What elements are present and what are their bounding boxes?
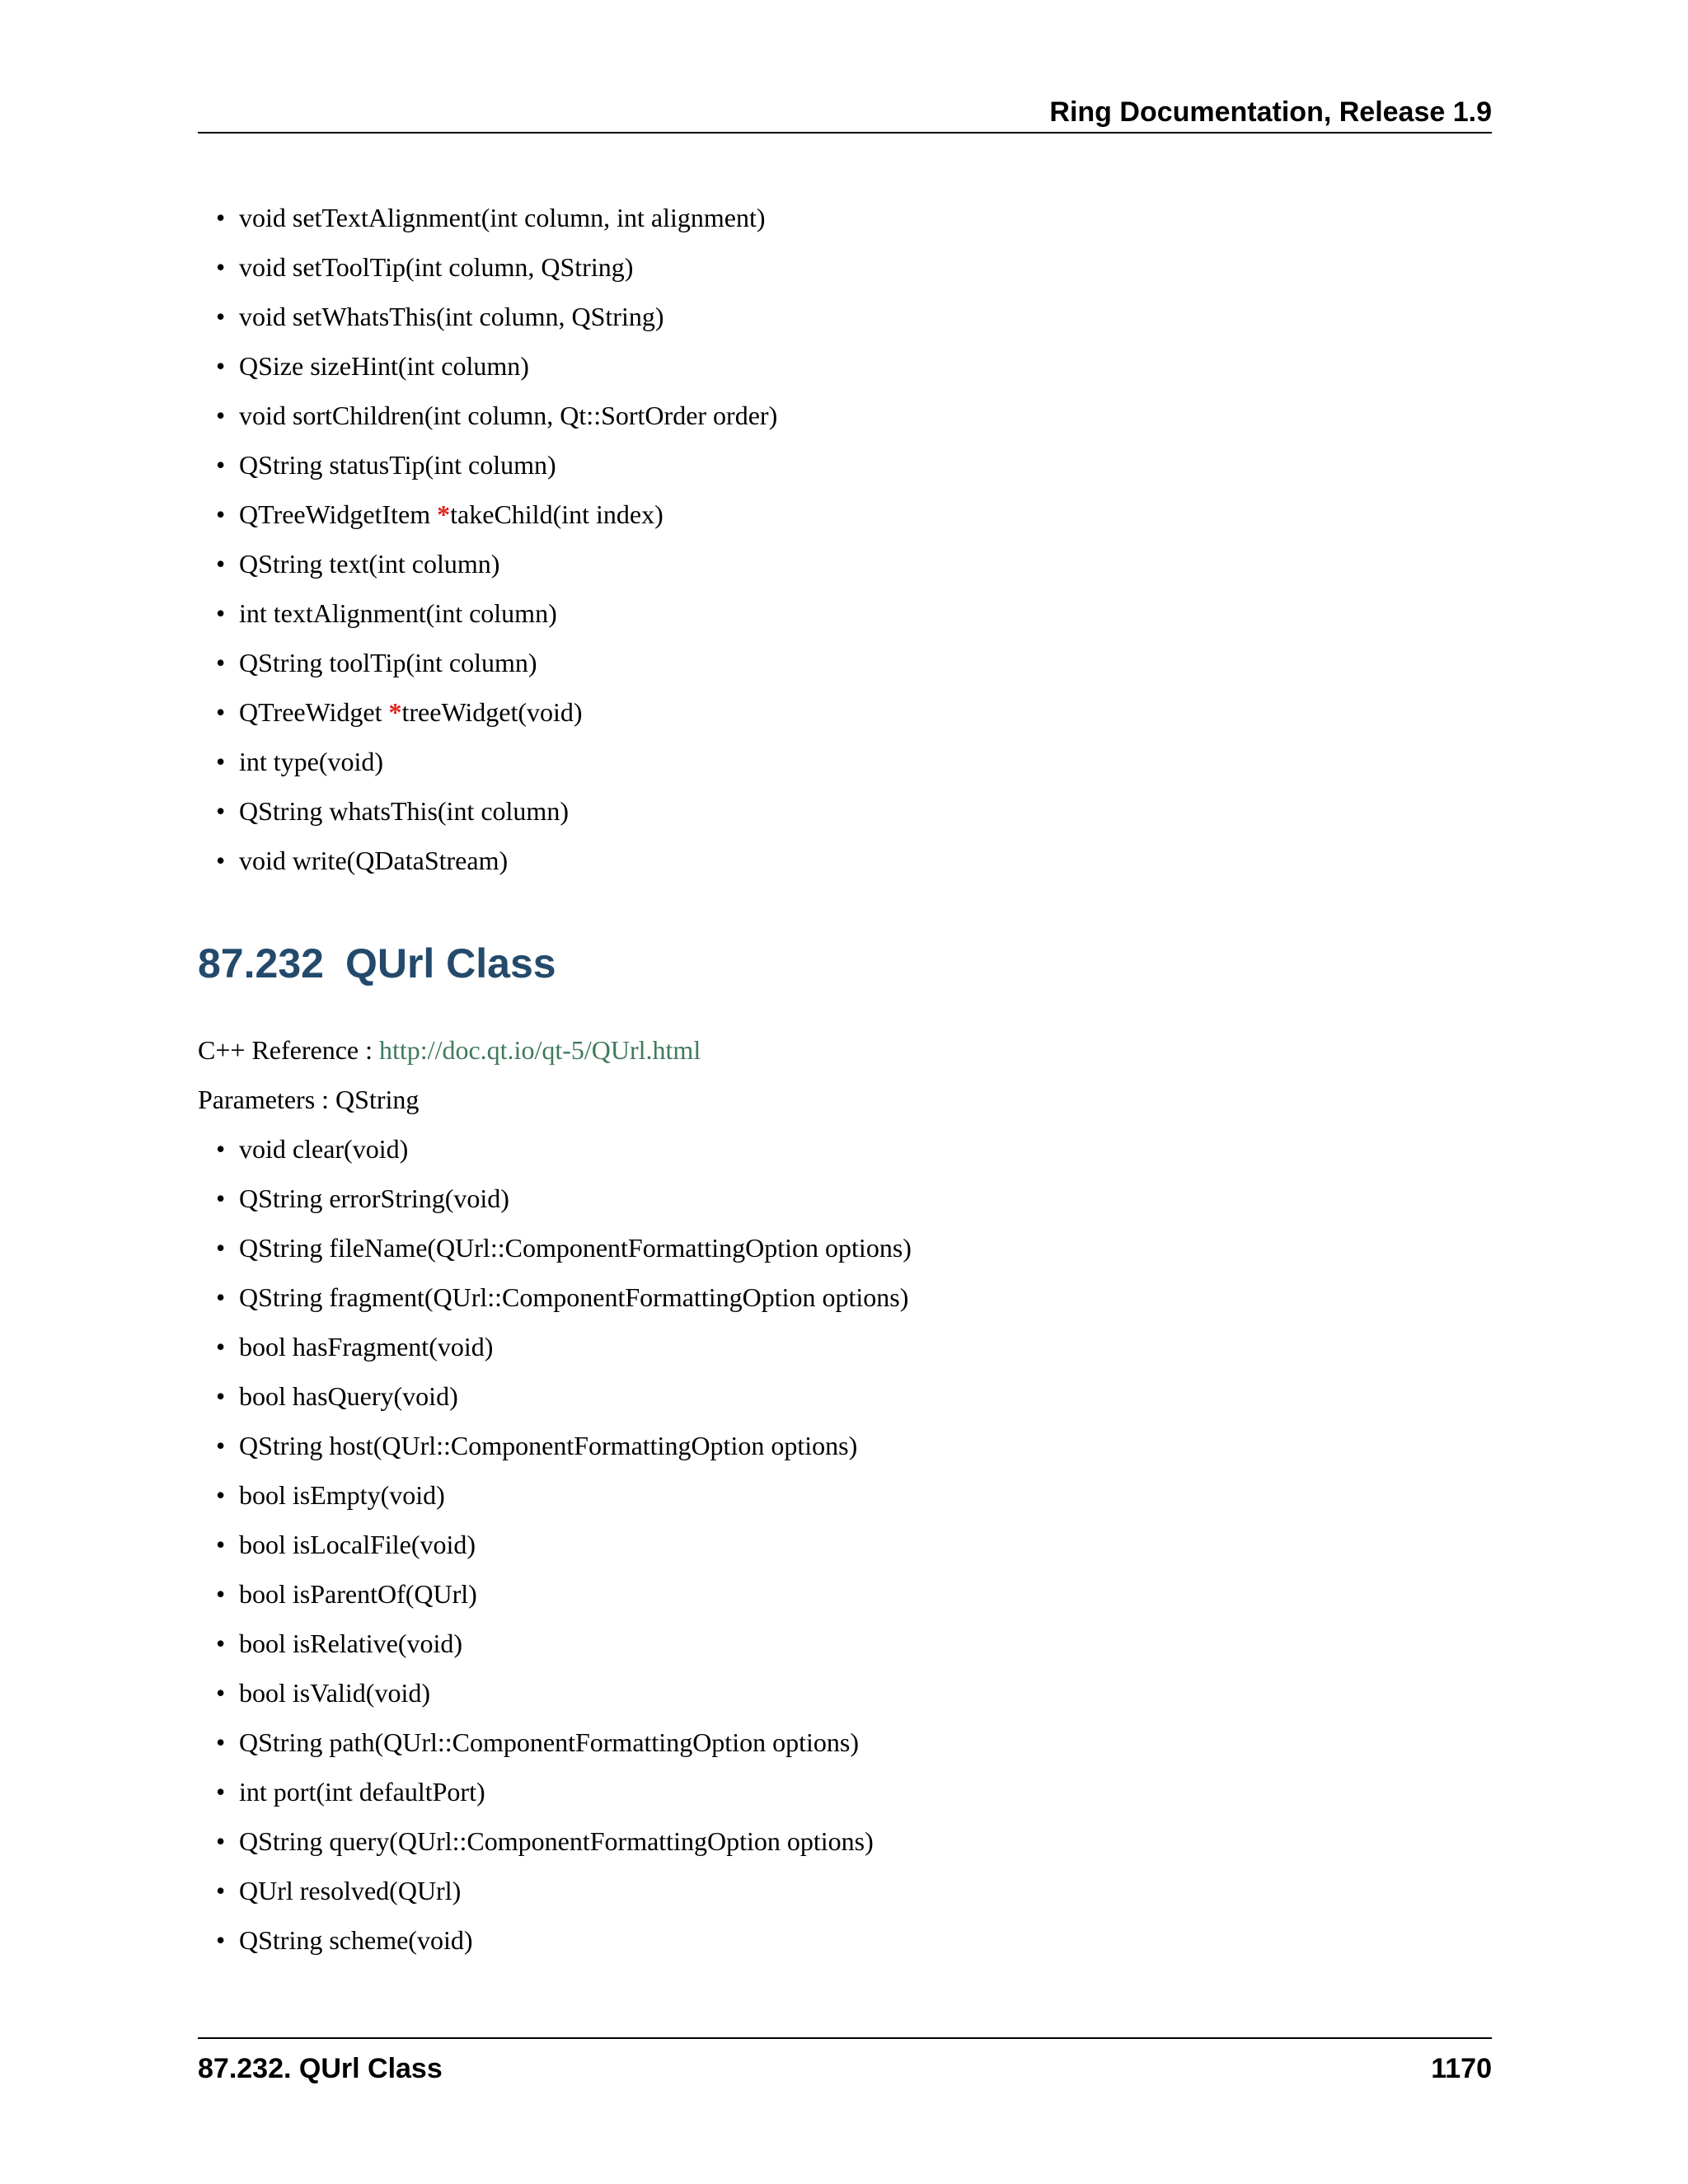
bullet-icon: •	[216, 203, 226, 232]
bullet-icon: •	[216, 1134, 226, 1164]
list-item	[216, 687, 777, 737]
list-item	[216, 242, 777, 292]
bullet-icon: •	[216, 1530, 226, 1559]
list-item	[216, 1272, 912, 1322]
item-text: QUrl resolved(QUrl)	[239, 1876, 462, 1905]
reference-label: C++ Reference :	[198, 1035, 379, 1065]
running-footer	[198, 2037, 1492, 2088]
item-text: QString whatsThis(int column)	[239, 796, 569, 826]
running-header	[198, 92, 1492, 134]
footer-section: 87.232. QUrl Class	[198, 2053, 443, 2084]
bullet-icon: •	[216, 648, 226, 677]
item-text: QTreeWidget	[239, 697, 389, 727]
list-item	[216, 292, 777, 341]
bullet-icon: •	[216, 1332, 226, 1361]
item-text: void setToolTip(int column, QString)	[239, 252, 634, 282]
item-text: bool isLocalFile(void)	[239, 1530, 476, 1559]
pointer-marker: *	[437, 499, 451, 529]
bullet-icon: •	[216, 252, 226, 282]
item-text: QString text(int column)	[239, 549, 500, 579]
method-list-bottom	[216, 1124, 912, 1965]
bullet-icon: •	[216, 1925, 226, 1955]
bullet-icon: •	[216, 499, 226, 529]
item-text: bool isRelative(void)	[239, 1629, 463, 1658]
list-item	[216, 341, 777, 391]
list-item	[216, 1223, 912, 1272]
section-heading	[198, 935, 556, 992]
bullet-icon: •	[216, 796, 226, 826]
list-item	[216, 638, 777, 687]
item-text: void write(QDataStream)	[239, 846, 509, 875]
item-text: QTreeWidgetItem	[239, 499, 438, 529]
item-text: QString query(QUrl::ComponentFormattingOption options)	[239, 1826, 874, 1856]
list-item	[216, 193, 777, 242]
list-item	[216, 1174, 912, 1223]
bullet-icon: •	[216, 1480, 226, 1510]
bullet-icon: •	[216, 1381, 226, 1411]
item-text: int type(void)	[239, 747, 384, 776]
list-item	[216, 490, 777, 539]
list-item	[216, 1322, 912, 1371]
bullet-icon: •	[216, 1629, 226, 1658]
list-item	[216, 1619, 912, 1668]
cpp-reference-line	[198, 1025, 701, 1075]
list-item	[216, 440, 777, 490]
item-text: bool hasFragment(void)	[239, 1332, 494, 1361]
bullet-icon: •	[216, 846, 226, 875]
item-text: QString host(QUrl::ComponentFormattingOption options)	[239, 1431, 858, 1460]
list-item	[216, 786, 777, 836]
bullet-icon: •	[216, 1678, 226, 1708]
item-text: bool hasQuery(void)	[239, 1381, 458, 1411]
list-item	[216, 836, 777, 885]
bullet-icon: •	[216, 1826, 226, 1856]
bullet-icon: •	[216, 1876, 226, 1905]
item-text: void sortChildren(int column, Qt::SortOrder order)	[239, 401, 778, 430]
item-text: void setWhatsThis(int column, QString)	[239, 302, 664, 331]
bullet-icon: •	[216, 549, 226, 579]
item-text: int port(int defaultPort)	[239, 1777, 485, 1807]
list-item	[216, 539, 777, 588]
bullet-icon: •	[216, 351, 226, 381]
bullet-icon: •	[216, 747, 226, 776]
bullet-icon: •	[216, 1183, 226, 1213]
bullet-icon: •	[216, 401, 226, 430]
pointer-marker: *	[388, 697, 402, 727]
item-text: QString scheme(void)	[239, 1925, 473, 1955]
item-text: int textAlignment(int column)	[239, 598, 557, 628]
item-text: QSize sizeHint(int column)	[239, 351, 529, 381]
header-title: Ring Documentation, Release 1.9	[1049, 96, 1492, 128]
bullet-icon: •	[216, 302, 226, 331]
item-text: bool isEmpty(void)	[239, 1480, 445, 1510]
list-item	[216, 1915, 912, 1965]
bullet-icon: •	[216, 1431, 226, 1460]
bullet-icon: •	[216, 1777, 226, 1807]
item-text: bool isParentOf(QUrl)	[239, 1579, 477, 1609]
bullet-icon: •	[216, 598, 226, 628]
list-item	[216, 588, 777, 638]
list-item	[216, 1421, 912, 1470]
bullet-icon: •	[216, 1727, 226, 1757]
bullet-icon: •	[216, 450, 226, 480]
page-number: 1170	[1431, 2053, 1492, 2084]
list-item	[216, 1520, 912, 1569]
section-number: 87.232	[198, 940, 324, 987]
reference-link[interactable]: http://doc.qt.io/qt-5/QUrl.html	[379, 1035, 701, 1065]
method-list-top	[216, 193, 778, 885]
bullet-icon: •	[216, 697, 226, 727]
list-item	[216, 1718, 912, 1767]
list-item	[216, 1866, 912, 1915]
bullet-icon: •	[216, 1579, 226, 1609]
item-text-suffix: treeWidget(void)	[401, 697, 583, 727]
parameters-line: Parameters : QString	[198, 1085, 420, 1114]
bullet-icon: •	[216, 1233, 226, 1263]
item-text: QString fileName(QUrl::ComponentFormattingOption options)	[239, 1233, 912, 1263]
item-text: QString path(QUrl::ComponentFormattingOption options)	[239, 1727, 859, 1757]
list-item	[216, 737, 777, 786]
list-item	[216, 1569, 912, 1619]
item-text: void clear(void)	[239, 1134, 409, 1164]
item-text-suffix: takeChild(int index)	[450, 499, 663, 529]
list-item	[216, 1470, 912, 1520]
item-text: void setTextAlignment(int column, int alignment)	[239, 203, 766, 232]
list-item	[216, 1816, 912, 1866]
item-text: QString fragment(QUrl::ComponentFormattingOption options)	[239, 1282, 909, 1312]
list-item	[216, 1371, 912, 1421]
list-item	[216, 1124, 912, 1174]
item-text: QString statusTip(int column)	[239, 450, 556, 480]
section-title: QUrl Class	[345, 940, 556, 987]
item-text: bool isValid(void)	[239, 1678, 430, 1708]
list-item	[216, 391, 778, 440]
item-text: QString toolTip(int column)	[239, 648, 537, 677]
list-item	[216, 1767, 912, 1816]
bullet-icon: •	[216, 1282, 226, 1312]
list-item	[216, 1668, 912, 1718]
item-text: QString errorString(void)	[239, 1183, 509, 1213]
